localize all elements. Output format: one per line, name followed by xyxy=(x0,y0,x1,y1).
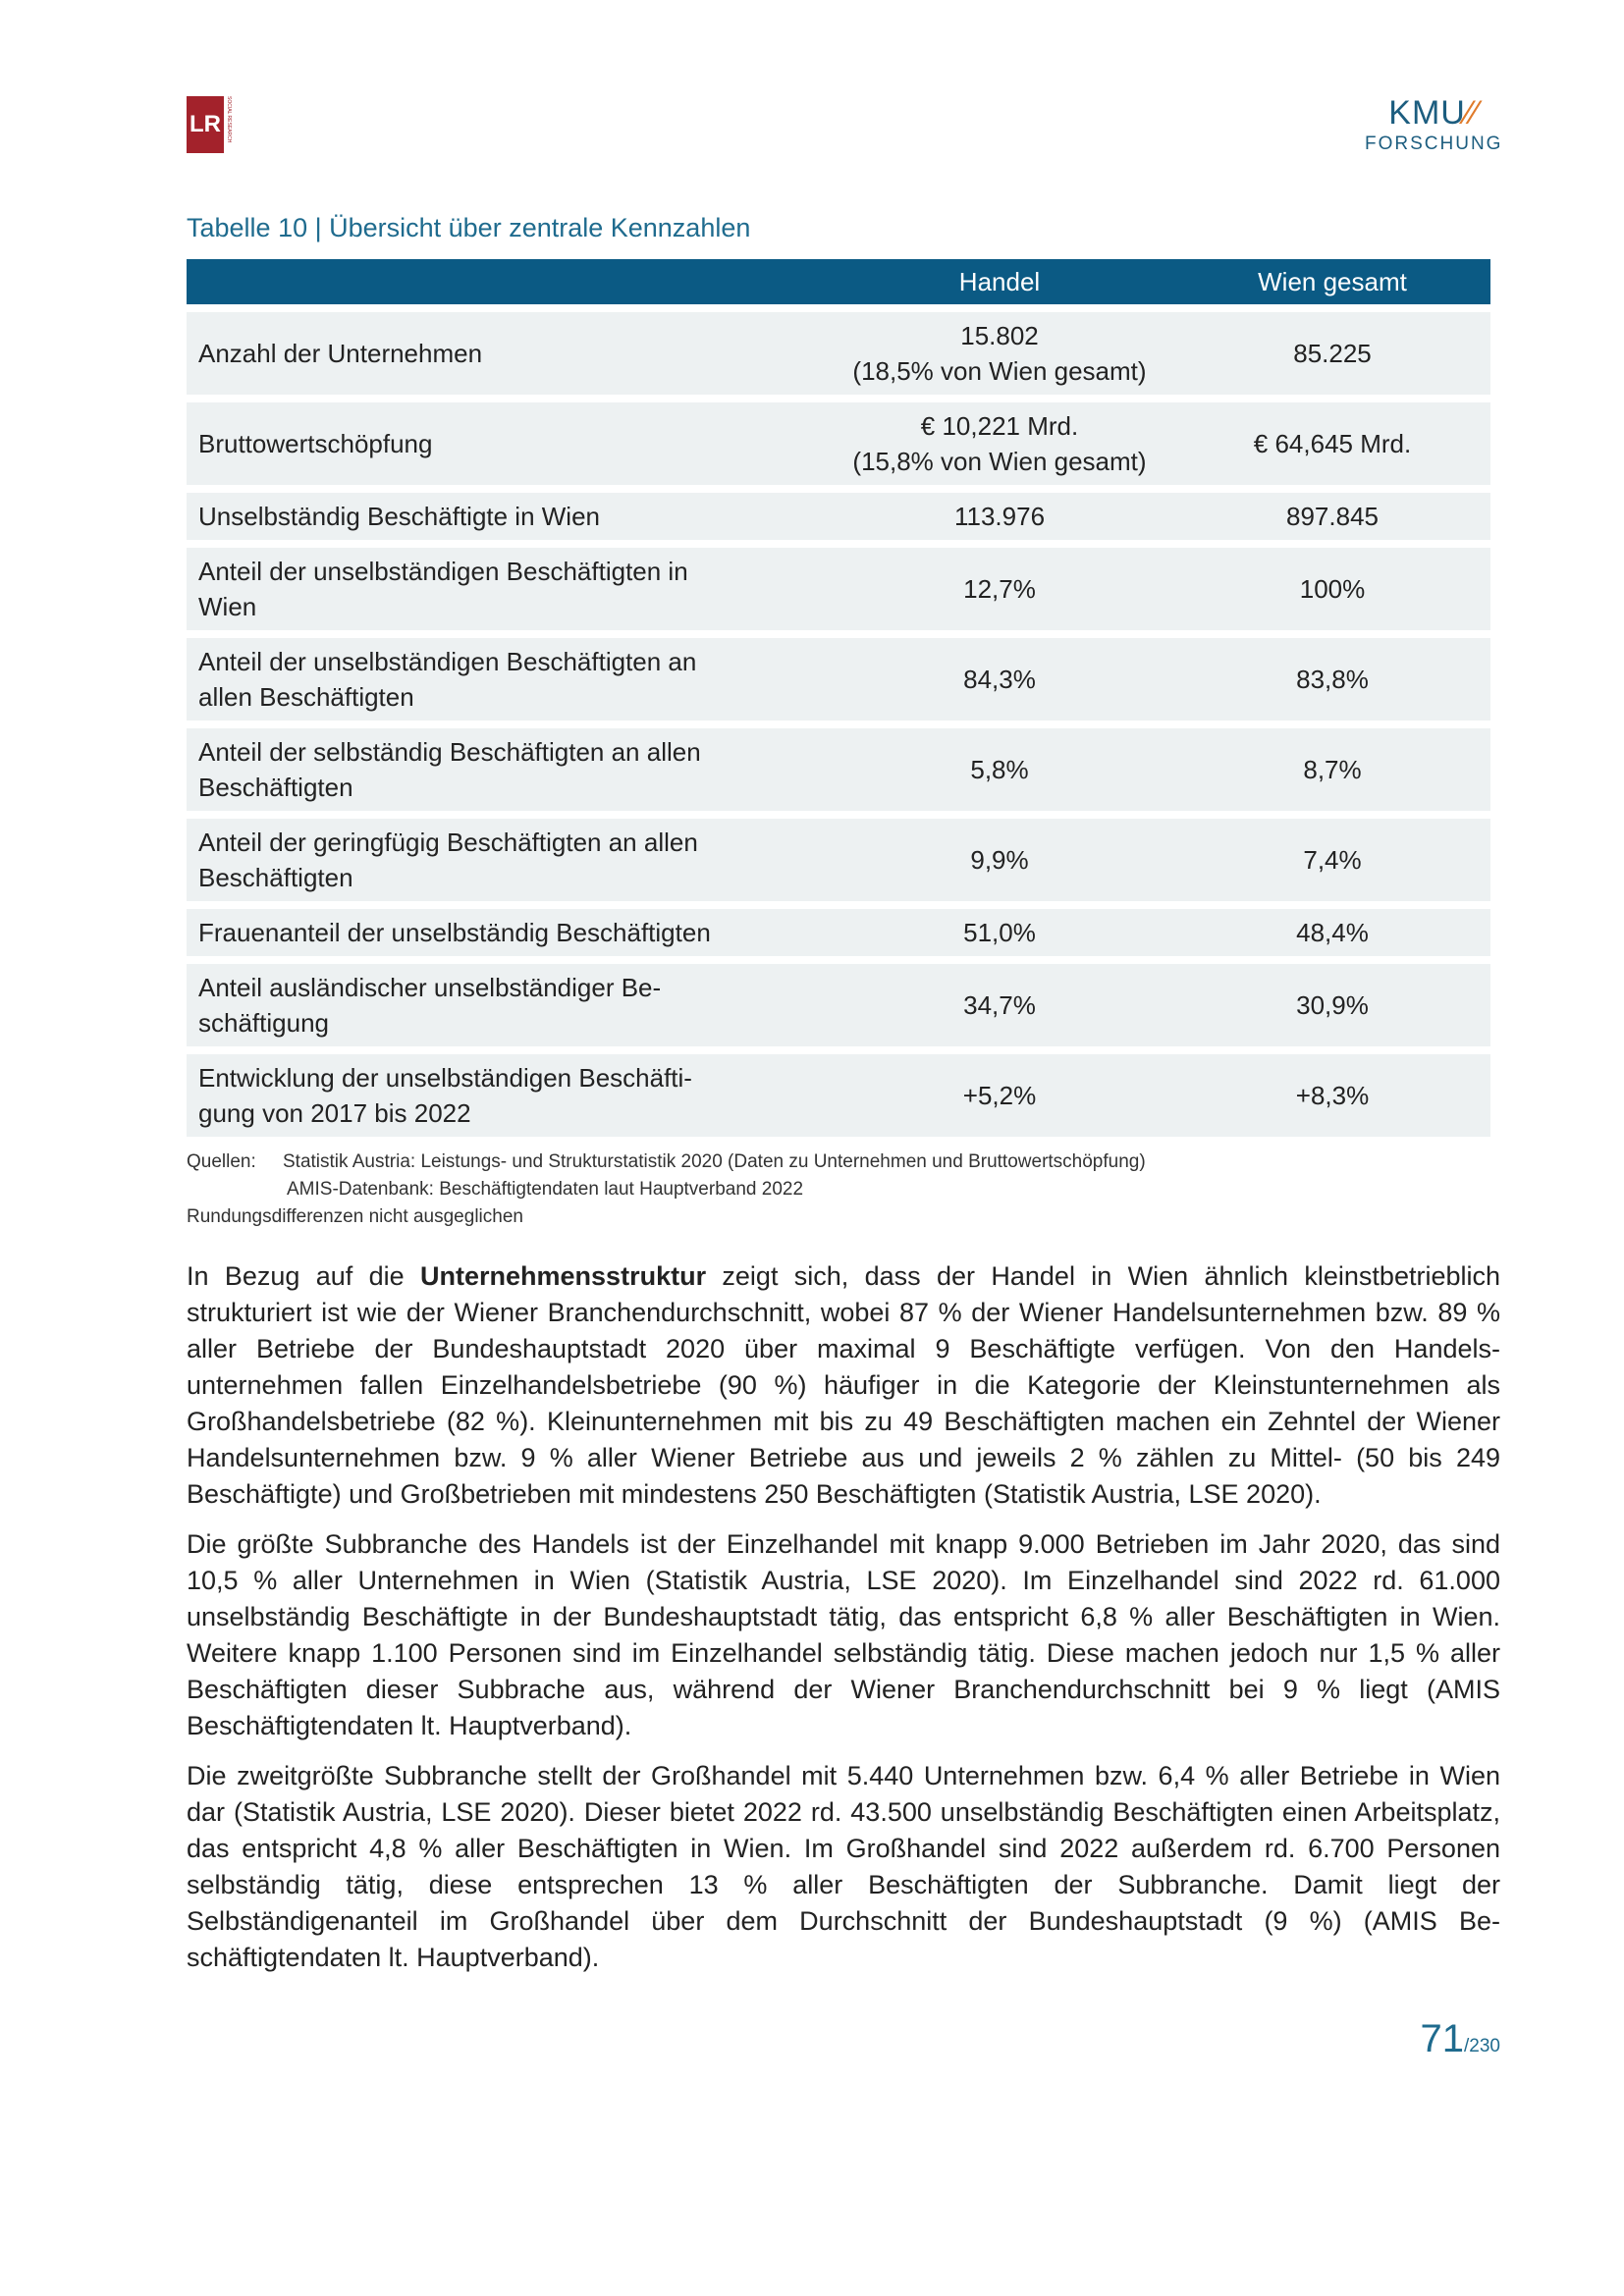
handel-value-line: 15.802 xyxy=(960,321,1039,350)
wien-value xyxy=(1174,638,1490,721)
wien-value-line: 8,7% xyxy=(1303,755,1362,784)
row-label-line: Anteil der unselbständigen Beschäftigten in xyxy=(198,557,688,586)
kmu-logo-subtitle: FORSCHUNG xyxy=(1365,133,1503,154)
handel-value-line: 34,7% xyxy=(963,990,1036,1020)
wien-value xyxy=(1174,964,1490,1046)
page-current: 71 xyxy=(1420,2017,1465,2060)
paragraph-1 xyxy=(187,1258,1500,1513)
row-label-line: Anteil der geringfügig Beschäftigten an allen xyxy=(198,828,698,857)
paragraph-2: Die größte Subbranche des Handels ist der Einzelhandel mit knapp 9.000 Betrieben im Jahr 2020, das sind 10,5 % aller Unternehmen in Wien (Statistik Austria, LSE 2020). Im Einzelhandel sind 2022 rd. 61.000 unselbständig Beschäftigte in der Bundeshauptstadt tätig, das entspricht 6,8 % aller Beschäftigten in Wien. Weitere knapp 1.100 Personen sind im Einzelhandel selbständig tätig. Diese machen jedoch nur 1,5 % aller Beschäftigten dieser Subbrache aus, während der Wiener Branchendurchschnitt bei 9 % liegt (AMIS Beschäftigtendaten lt. Hauptverband). xyxy=(187,1529,1500,1740)
handel-value xyxy=(825,312,1174,395)
table-row xyxy=(187,548,1490,630)
table-row xyxy=(187,909,1490,956)
table-row xyxy=(187,638,1490,721)
handel-value-line: 84,3% xyxy=(963,665,1036,694)
p1-text: In Bezug auf die xyxy=(187,1261,421,1291)
row-label-line: Beschäftigten xyxy=(198,773,353,802)
wien-value-line: 85.225 xyxy=(1293,339,1372,368)
table-row xyxy=(187,493,1490,540)
handel-value xyxy=(825,728,1174,811)
handel-value xyxy=(825,548,1174,630)
row-label xyxy=(187,402,825,485)
row-label-line: Frauenanteil der unselbständig Beschäftigten xyxy=(198,918,711,947)
wien-value xyxy=(1174,909,1490,956)
row-label-line: Anteil ausländischer unselbständiger Be- xyxy=(198,973,662,1002)
row-label xyxy=(187,819,825,901)
row-label xyxy=(187,1054,825,1137)
key-figures-table xyxy=(187,251,1490,1145)
wien-value-line: 100% xyxy=(1299,574,1366,604)
handel-value xyxy=(825,909,1174,956)
handel-value xyxy=(825,493,1174,540)
wien-value-line: 7,4% xyxy=(1303,845,1362,875)
wien-value-line: 48,4% xyxy=(1296,918,1369,947)
row-label-line: Unselbständig Beschäftigte in Wien xyxy=(198,502,601,531)
kmu-logo-mark: KMU⁄⁄ xyxy=(1388,94,1480,132)
row-label-line: Anteil der unselbständigen Beschäftigten an xyxy=(198,647,697,676)
sources-label: Quellen: xyxy=(187,1151,256,1172)
handel-value-line: +5,2% xyxy=(962,1081,1037,1110)
handel-value-line: 9,9% xyxy=(970,845,1029,875)
handel-value-line: 113.976 xyxy=(953,502,1046,531)
row-label-line: Bruttowertschöpfung xyxy=(198,429,433,458)
handel-value-line: (18,5% von Wien gesamt) xyxy=(852,356,1147,386)
row-label xyxy=(187,493,825,540)
wien-value-line: 30,9% xyxy=(1296,990,1369,1020)
kmu-forschung-logo xyxy=(1365,93,1502,156)
paragraph-3: Die zweitgrößte Subbranche stellt der Großhandel mit 5.440 Unternehmen bzw. 6,4 % aller Betriebe in Wien dar (Statistik Austria, LSE 2020). Dieser bietet 2022 rd. 43.500 unselbständig Beschäftigten einen Arbeitsplatz, das entspricht 4,8 % aller Beschäftigten in Wien. Im Großhandel sind 2022 außerdem rd. 6.700 Personen selbständig tätig, diese entsprechen 13 % aller Beschäftigten der Subbranche. Damit liegt der Selbständigenanteil im Großhandel über dem Durchschnitt der Bundeshauptstadt (9 %) (AMIS Beschäftigtendaten lt. Hauptverband). xyxy=(187,1761,1500,1972)
header-wien-gesamt: Wien gesamt xyxy=(1174,259,1490,304)
row-label-line: Anzahl der Unternehmen xyxy=(198,339,483,368)
lr-logo-side-text: SOCIAL RESEARCH xyxy=(226,96,232,143)
page-total: /230 xyxy=(1464,2036,1500,2056)
handel-value-line: € 10,221 Mrd. xyxy=(920,411,1079,441)
wien-value xyxy=(1174,819,1490,901)
handel-value xyxy=(825,1054,1174,1137)
table-row xyxy=(187,819,1490,901)
wien-value xyxy=(1174,312,1490,395)
wien-value xyxy=(1174,493,1490,540)
table-row xyxy=(187,964,1490,1046)
handel-value xyxy=(825,402,1174,485)
header-blank xyxy=(187,259,825,304)
row-label xyxy=(187,909,825,956)
table-row xyxy=(187,312,1490,395)
row-label xyxy=(187,312,825,395)
handel-value xyxy=(825,819,1174,901)
row-label-line: Entwicklung der unselbständigen Beschäfti- xyxy=(198,1063,692,1093)
p1-bold: Unternehmensstruktur xyxy=(420,1261,707,1291)
wien-value xyxy=(1174,402,1490,485)
wien-value-line: € 64,645 Mrd. xyxy=(1253,429,1412,458)
row-label-line: schäftigung xyxy=(198,1008,329,1038)
row-label-line: Beschäftigten xyxy=(198,863,353,892)
table-sources xyxy=(187,1148,1500,1231)
handel-value xyxy=(825,638,1174,721)
table-row xyxy=(187,402,1490,485)
handel-value-line: 51,0% xyxy=(963,918,1036,947)
row-label-line: Anteil der selbständig Beschäftigten an allen xyxy=(198,737,701,767)
table-header xyxy=(187,259,1490,304)
body-text xyxy=(187,1258,1500,1976)
wien-value xyxy=(1174,728,1490,811)
header-handel: Handel xyxy=(825,259,1174,304)
wien-value xyxy=(1174,1054,1490,1137)
wien-value-line: +8,3% xyxy=(1295,1081,1370,1110)
wien-value-line: 897.845 xyxy=(1286,502,1379,531)
row-label-line: allen Beschäftigten xyxy=(198,682,414,712)
wien-value-line: 83,8% xyxy=(1296,665,1369,694)
row-label-line: gung von 2017 bis 2022 xyxy=(198,1098,471,1128)
row-label-line: Wien xyxy=(198,592,257,621)
rounding-note: Rundungsdifferenzen nicht ausgeglichen xyxy=(187,1206,523,1227)
row-label xyxy=(187,728,825,811)
source-1: Statistik Austria: Leistungs- und Strukturstatistik 2020 (Daten zu Unternehmen und Bruttowertschöpfung) xyxy=(283,1151,1146,1172)
p1-text-rest: zeigt sich, dass der Handel in Wien ähnlich kleinstbetrieblich strukturiert ist wie der Wiener Branchendurchschnitt, wobei 87 % der Wiener Handelsunternehmen bzw. 89 % aller Betriebe der Bundeshauptstadt 2020 über maximal 9 Beschäftigte verfügen. Von den Handelsunternehmen fallen Einzelhandelsbetriebe (90 %) häufiger in die Kategorie der Kleinstunternehmen als Großhandelsbetriebe (82 %). Kleinunternehmen mit bis zu 49 Beschäftigten machen ein Zehntel der Wiener Handelsunternehmen bzw. 9 % aller Wiener Betriebe aus und jeweils 2 % zählen zu Mittel- (50 bis 249 Beschäftigte) und Großbetrieben mit mindestens 250 Beschäftigten (Statistik Austria, LSE 2020). xyxy=(187,1261,1500,1509)
handel-value xyxy=(825,964,1174,1046)
source-2: AMIS-Datenbank: Beschäftigtendaten laut Hauptverband 2022 xyxy=(287,1179,804,1200)
table-caption: Tabelle 10 | Übersicht über zentrale Kennzahlen xyxy=(187,213,751,242)
table-row xyxy=(187,1054,1490,1137)
table-row xyxy=(187,728,1490,811)
handel-value-line: (15,8% von Wien gesamt) xyxy=(852,447,1147,476)
lr-logo-mark: LR xyxy=(187,96,224,153)
handel-value-line: 5,8% xyxy=(970,755,1029,784)
lr-logo xyxy=(187,96,245,153)
row-label xyxy=(187,638,825,721)
row-label xyxy=(187,548,825,630)
row-label xyxy=(187,964,825,1046)
handel-value-line: 12,7% xyxy=(963,574,1036,604)
wien-value xyxy=(1174,548,1490,630)
page-number xyxy=(187,2015,1500,2109)
